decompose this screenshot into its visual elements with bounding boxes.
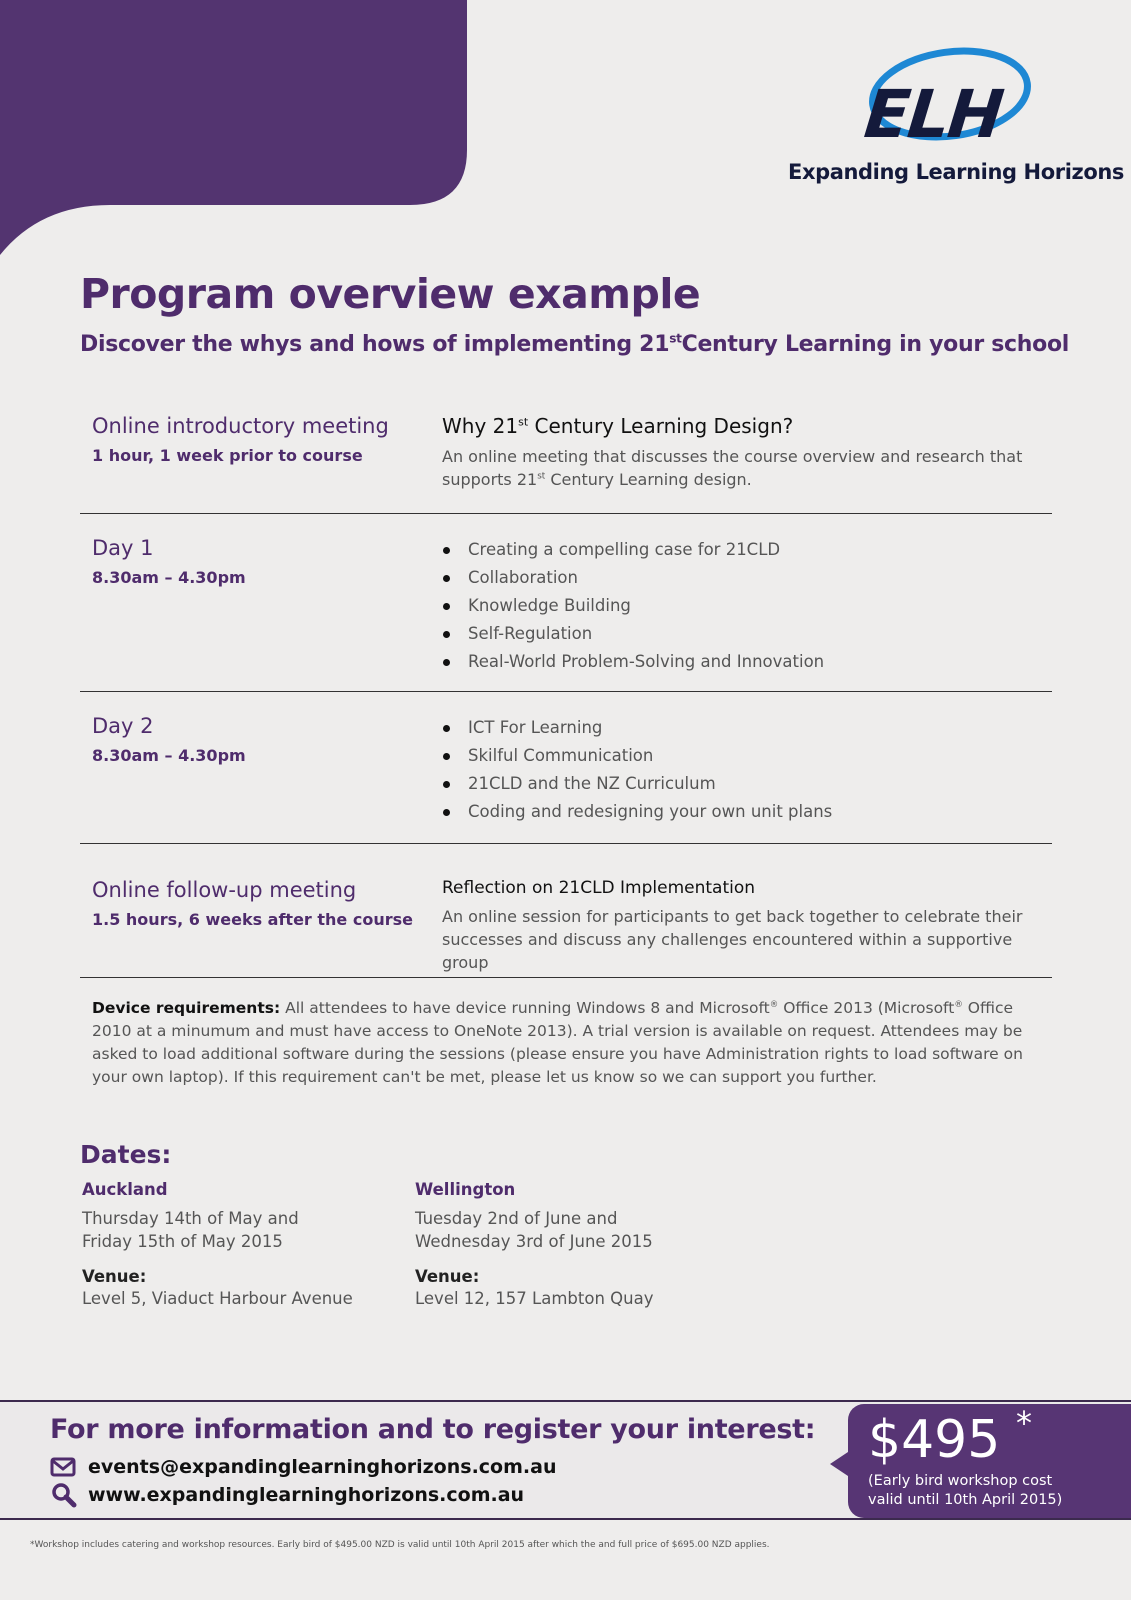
- list-item: ICT For Learning: [442, 714, 1052, 742]
- mail-icon: [50, 1454, 78, 1480]
- footer-top-rule: [0, 1400, 1131, 1402]
- page-title: Program overview example: [80, 270, 701, 318]
- device-requirements: Device requirements: All attendees to have device running Windows 8 and Microsoft® Office 2013 (Microsoft® Office 2010 at a minumum and must have access to OneNote 2013). A trial version is available on request. Attendees may be asked to load additional software during the sessions (please ensure you have Administration rights to load software on your own laptop). If this requirement can't be met, please let us know so we can support you further.: [92, 999, 1023, 1086]
- price-asterisk: *: [1016, 1404, 1032, 1442]
- venue-address: Level 12, 157 Lambton Quay: [415, 1289, 654, 1308]
- footnote: *Workshop includes catering and workshop resources. Early bird of $495.00 NZD is valid until 10th April 2015 after which the and full price of $695.00 NZD applies.: [30, 1540, 770, 1550]
- venue-address: Level 5, Viaduct Harbour Avenue: [82, 1289, 353, 1308]
- list-item: Knowledge Building: [442, 592, 1052, 620]
- row-divider: [80, 843, 1052, 845]
- email-contact[interactable]: [50, 1454, 556, 1480]
- logo-mark: ELH: [860, 76, 1006, 153]
- list-item: Creating a compelling case for 21CLD: [442, 536, 1052, 564]
- session-name: Online follow-up meeting: [92, 878, 357, 902]
- city-dates: Thursday 14th of May and Friday 15th of May 2015: [82, 1209, 299, 1251]
- website-link[interactable]: www.expandinglearninghorizons.com.au: [88, 1484, 525, 1506]
- session-topic: Reflection on 21CLD Implementation: [442, 878, 756, 898]
- list-item: Self-Regulation: [442, 620, 1052, 648]
- session-name: Day 1: [92, 536, 154, 560]
- session-row-day2: [80, 714, 1052, 844]
- logo-name: Expanding Learning Horizons: [788, 160, 1125, 184]
- row-divider: [80, 691, 1052, 693]
- city-wellington: [415, 1180, 735, 1308]
- list-item: Coding and redesigning your own unit plans: [442, 798, 1052, 826]
- search-icon: [50, 1482, 78, 1508]
- session-row-followup: [80, 878, 1052, 978]
- list-item: 21CLD and the NZ Curriculum: [442, 770, 1052, 798]
- city-auckland: [82, 1180, 402, 1308]
- email-link[interactable]: events@expandinglearninghorizons.com.au: [88, 1456, 557, 1478]
- price-badge: [848, 1404, 1131, 1518]
- city-name: Auckland: [82, 1180, 168, 1199]
- dates-heading: Dates:: [80, 1140, 172, 1169]
- session-time: 1 hour, 1 week prior to course: [92, 446, 363, 465]
- list-item: Collaboration: [442, 564, 1052, 592]
- device-requirements-label: Device requirements:: [92, 999, 281, 1017]
- city-name: Wellington: [415, 1180, 516, 1199]
- website-contact[interactable]: [50, 1482, 524, 1508]
- row-divider: [80, 513, 1052, 515]
- session-row-intro: [80, 414, 1052, 514]
- session-row-day1: [80, 536, 1052, 692]
- venue-label: Venue:: [415, 1267, 480, 1286]
- list-item: Skilful Communication: [442, 742, 1052, 770]
- session-name: Online introductory meeting: [92, 414, 389, 438]
- footer-bottom-rule: [0, 1518, 1131, 1520]
- session-time: 8.30am – 4.30pm: [92, 746, 246, 765]
- session-description: An online meeting that discusses the course overview and research that supports 21st Century Learning design.: [442, 447, 1023, 489]
- session-topic: Why 21st Century Learning Design?: [442, 414, 794, 438]
- city-dates: Tuesday 2nd of June and Wednesday 3rd of June 2015: [415, 1209, 653, 1251]
- session-description: An online session for participants to get back together to celebrate their successes and discuss any challenges encountered within a supportive group: [442, 907, 1023, 972]
- register-heading: For more information and to register your interest:: [50, 1414, 816, 1445]
- session-time: 1.5 hours, 6 weeks after the course: [92, 910, 413, 929]
- page-subtitle: Discover the whys and hows of implementing 21stCentury Learning in your school: [80, 331, 1070, 357]
- price-note: (Early bird workshop cost valid until 10th April 2015): [868, 1473, 1063, 1508]
- list-item: Real-World Problem-Solving and Innovation: [442, 648, 1052, 676]
- session-name: Day 2: [92, 714, 154, 738]
- venue-label: Venue:: [82, 1267, 147, 1286]
- header-purple-shape: [0, 0, 470, 260]
- price-badge-pointer: [830, 1452, 848, 1476]
- price-amount: $495: [868, 1410, 1001, 1470]
- elh-logo: [780, 36, 1125, 196]
- topic-list: [442, 714, 1052, 826]
- row-divider: [80, 977, 1052, 979]
- topic-list: [442, 536, 1052, 676]
- session-time: 8.30am – 4.30pm: [92, 568, 246, 587]
